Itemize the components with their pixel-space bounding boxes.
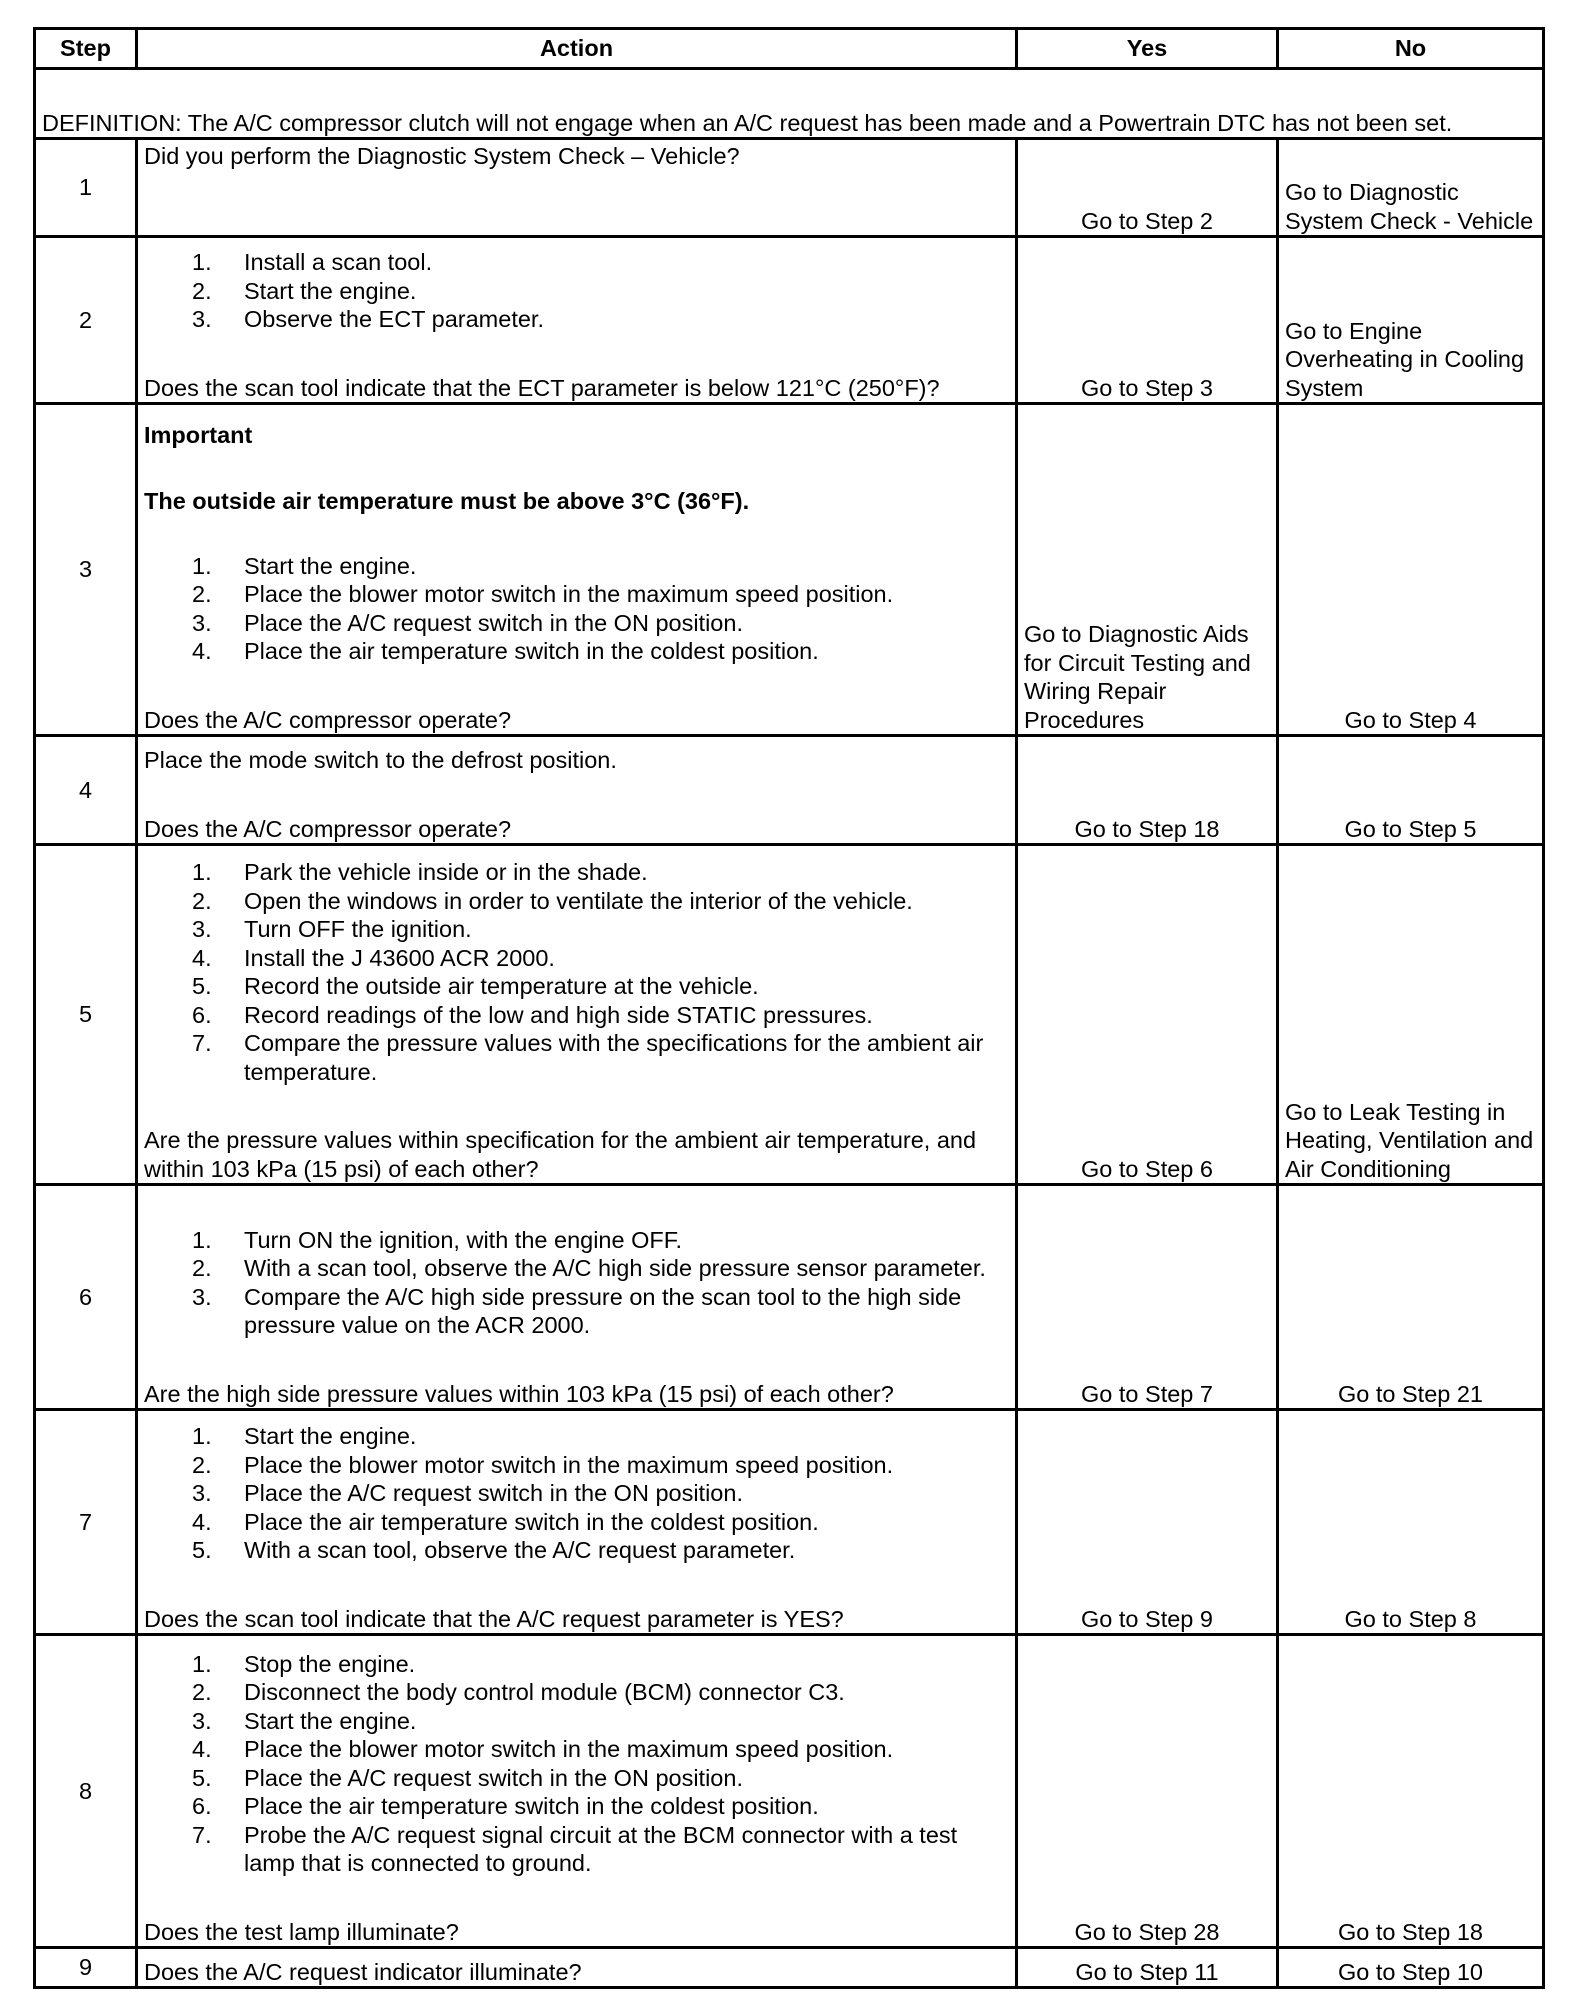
action-step: 3. Place the A/C request switch in the ON position. bbox=[192, 1480, 743, 1506]
no-cell: Go to Step 21 bbox=[1278, 1185, 1544, 1410]
yes-cell: Go to Step 3 bbox=[1017, 237, 1278, 404]
action-step: 1. Park the vehicle inside or in the shade. bbox=[192, 859, 648, 885]
action-step: 6. Record readings of the low and high side STATIC pressures. bbox=[192, 1001, 873, 1028]
action-step: 1. Stop the engine. bbox=[192, 1650, 416, 1677]
action-steps bbox=[144, 248, 1009, 334]
yes-cell: Go to Step 28 bbox=[1017, 1635, 1278, 1948]
action-step: 1. Start the engine. bbox=[192, 552, 417, 579]
diagnostic-table bbox=[33, 27, 1545, 1989]
no-cell: Go to Step 8 bbox=[1278, 1410, 1544, 1635]
action-text: Did you perform the Diagnostic System Check – Vehicle? bbox=[144, 143, 740, 169]
action-step: 3. Compare the A/C high side pressure on the scan tool to the high side pressure value on the ACR 2000. bbox=[192, 1283, 962, 1338]
yes-cell: Go to Step 2 bbox=[1017, 139, 1278, 237]
action-step: 5. Place the A/C request switch in the ON position. bbox=[192, 1764, 743, 1791]
header-no: No bbox=[1278, 29, 1544, 69]
action-step: 2. Place the blower motor switch in the maximum speed position. bbox=[192, 581, 894, 607]
no-cell: Go to Step 4 bbox=[1278, 404, 1544, 736]
action-step: 2. Open the windows in order to ventilate the interior of the vehicle. bbox=[192, 887, 913, 914]
action-step: 2. Place the blower motor switch in the maximum speed position. bbox=[192, 1451, 894, 1478]
step-number: 2 bbox=[35, 237, 137, 404]
no-cell: Go to Step 10 bbox=[1278, 1948, 1544, 1988]
step-number: 6 bbox=[35, 1185, 137, 1410]
no-cell: Go to Engine Overheating in Cooling System bbox=[1278, 237, 1544, 404]
table-row bbox=[35, 139, 1544, 237]
action-step: 7. Compare the pressure values with the specifications for the ambient air temperature. bbox=[192, 1030, 984, 1085]
step-number: 8 bbox=[35, 1635, 137, 1948]
table-row bbox=[35, 1635, 1544, 1948]
action-step: 2. With a scan tool, observe the A/C high side pressure sensor parameter. bbox=[192, 1255, 986, 1281]
action-cell bbox=[137, 845, 1017, 1185]
action-question: Does the scan tool indicate that the A/C request parameter is YES? bbox=[144, 1605, 844, 1632]
action-cell bbox=[137, 404, 1017, 736]
important-text: The outside air temperature must be above 3°C (36°F). bbox=[144, 488, 750, 514]
table-row bbox=[35, 404, 1544, 736]
yes-cell: Go to Step 18 bbox=[1017, 736, 1278, 845]
action-step: 1. Start the engine. bbox=[192, 1423, 417, 1449]
action-step: 4. Place the blower motor switch in the maximum speed position. bbox=[192, 1736, 894, 1762]
important-label: Important bbox=[144, 421, 253, 448]
table-row bbox=[35, 845, 1544, 1185]
action-step: 4. Place the air temperature switch in the coldest position. bbox=[192, 1508, 819, 1535]
action-step: 3. Turn OFF the ignition. bbox=[192, 916, 472, 942]
action-step: 7. Probe the A/C request signal circuit at the BCM connector with a test lamp that is connected to ground. bbox=[192, 1821, 958, 1876]
table-row bbox=[35, 1410, 1544, 1635]
yes-cell: Go to Step 9 bbox=[1017, 1410, 1278, 1635]
action-step: 3. Place the A/C request switch in the ON position. bbox=[192, 609, 743, 636]
action-step: 4. Place the air temperature switch in the coldest position. bbox=[192, 638, 819, 664]
action-steps bbox=[144, 1226, 1009, 1340]
definition-row bbox=[35, 69, 1544, 139]
action-question: Does the A/C compressor operate? bbox=[144, 706, 512, 733]
yes-cell: Go to Diagnostic Aids for Circuit Testing and Wiring Repair Procedures bbox=[1017, 404, 1278, 736]
action-step: 6. Place the air temperature switch in the coldest position. bbox=[192, 1793, 819, 1819]
table-row bbox=[35, 1185, 1544, 1410]
header-yes: Yes bbox=[1017, 29, 1278, 69]
action-text: Does the A/C request indicator illuminate? bbox=[144, 1958, 582, 1985]
yes-cell: Go to Step 7 bbox=[1017, 1185, 1278, 1410]
step-number: 5 bbox=[35, 845, 137, 1185]
header-row bbox=[35, 29, 1544, 69]
action-question: Does the scan tool indicate that the ECT parameter is below 121°C (250°F)? bbox=[144, 374, 940, 401]
yes-cell: Go to Step 6 bbox=[1017, 845, 1278, 1185]
action-steps bbox=[144, 552, 1009, 666]
action-step: 5. Record the outside air temperature at the vehicle. bbox=[192, 973, 759, 999]
step-number: 3 bbox=[35, 404, 137, 736]
action-cell bbox=[137, 1948, 1017, 1988]
action-cell bbox=[137, 1185, 1017, 1410]
action-step: 1. Install a scan tool. bbox=[192, 249, 433, 275]
action-step: 3. Start the engine. bbox=[192, 1707, 417, 1734]
action-cell bbox=[137, 1410, 1017, 1635]
action-cell bbox=[137, 237, 1017, 404]
no-cell: Go to Step 5 bbox=[1278, 736, 1544, 845]
action-step: 4. Install the J 43600 ACR 2000. bbox=[192, 944, 555, 971]
no-cell: Go to Diagnostic System Check - Vehicle bbox=[1278, 139, 1544, 237]
no-cell: Go to Step 18 bbox=[1278, 1635, 1544, 1948]
table-row bbox=[35, 736, 1544, 845]
no-cell: Go to Leak Testing in Heating, Ventilation and Air Conditioning bbox=[1278, 845, 1544, 1185]
action-step: 2. Disconnect the body control module (BCM) connector C3. bbox=[192, 1679, 845, 1705]
yes-cell: Go to Step 11 bbox=[1017, 1948, 1278, 1988]
action-steps bbox=[144, 858, 1009, 1086]
header-step: Step bbox=[35, 29, 137, 69]
header-action: Action bbox=[137, 29, 1017, 69]
step-number: 9 bbox=[35, 1948, 137, 1988]
action-question: Are the pressure values within specification for the ambient air temperature, and within 103 kPa (15 psi) of each other? bbox=[144, 1127, 977, 1182]
step-number: 7 bbox=[35, 1410, 137, 1635]
action-question: Does the test lamp illuminate? bbox=[144, 1918, 459, 1945]
action-question: Does the A/C compressor operate? bbox=[144, 815, 512, 842]
action-steps bbox=[144, 1650, 1009, 1878]
step-number: 4 bbox=[35, 736, 137, 845]
table-row bbox=[35, 237, 1544, 404]
action-step: 3. Observe the ECT parameter. bbox=[192, 306, 544, 332]
action-step: 2. Start the engine. bbox=[192, 277, 417, 304]
action-step: 1. Turn ON the ignition, with the engine OFF. bbox=[192, 1226, 683, 1253]
action-steps bbox=[144, 1422, 1009, 1565]
action-step: 5. With a scan tool, observe the A/C request parameter. bbox=[192, 1537, 796, 1563]
action-question: Are the high side pressure values within 103 kPa (15 psi) of each other? bbox=[144, 1380, 894, 1407]
step-number: 1 bbox=[35, 139, 137, 237]
action-cell bbox=[137, 139, 1017, 237]
table-row bbox=[35, 1948, 1544, 1988]
action-cell bbox=[137, 1635, 1017, 1948]
definition-text: DEFINITION: The A/C compressor clutch will not engage when an A/C request has been made and a Powertrain DTC has not been set. bbox=[35, 69, 1544, 139]
action-text: Place the mode switch to the defrost position. bbox=[144, 747, 617, 773]
action-cell bbox=[137, 736, 1017, 845]
